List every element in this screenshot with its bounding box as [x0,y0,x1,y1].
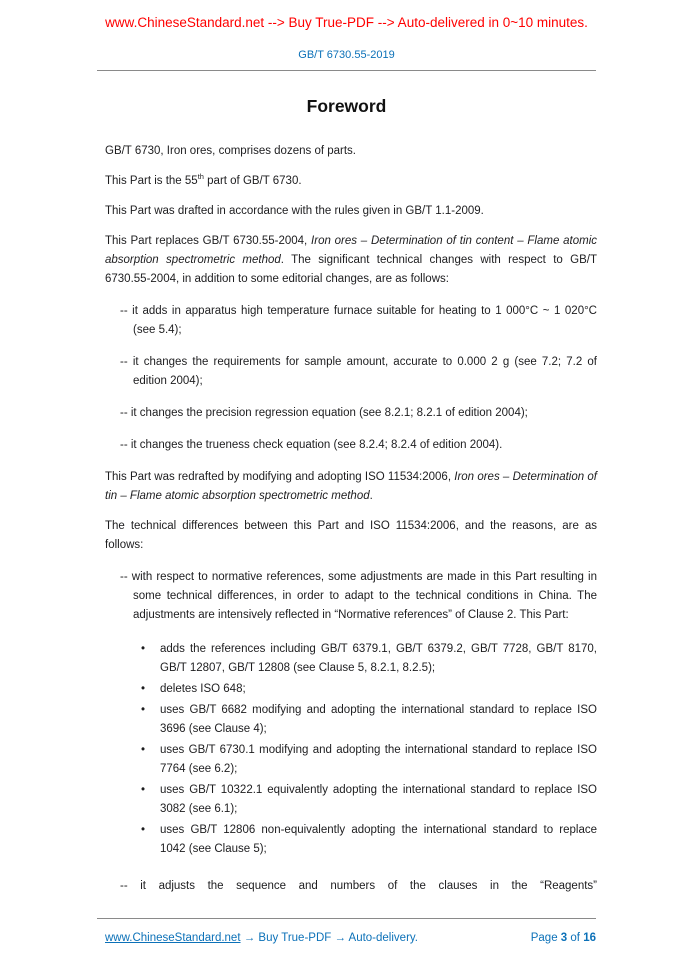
list-item-text: uses GB/T 6730.1 modifying and adopting the international standard to replace ISO 7764 (see 6.2); [160,744,597,775]
list-item [141,781,597,819]
list-item [141,821,597,859]
bullet-icon: • [141,784,146,796]
page-total: 16 [583,932,596,944]
footer-left [105,932,418,944]
list-item [141,701,597,739]
paragraph: The technical differences between this Part and ISO 11534:2006, and the reasons, are as follows: [105,520,597,551]
footer-tail: → Buy True-PDF → Auto-delivery. [240,932,418,944]
text-run: This Part replaces GB/T 6730.55-2004, [105,235,312,247]
footer-link[interactable]: www.ChineseStandard.net [105,932,241,944]
text-run: This Part was redrafted by modifying and adopting ISO 11534:2006, [105,471,455,483]
document-body [105,142,597,896]
bullet-icon: • [141,744,146,756]
list-item-text: uses GB/T 12806 non-equivalently adopting the international standard to replace 1042 (see Clause 5); [160,824,597,855]
text-run: This Part is the 55 [105,175,198,187]
bullet-icon: • [141,704,146,716]
paragraph [105,232,597,289]
standard-title-italic: Iron ores – Determination of tin – Flame atomic absorption spectrometric method [105,471,597,502]
footer-row [105,932,596,944]
doc-number: GB/T 6730.55-2019 [298,49,395,61]
list-item [141,741,597,779]
page-number: 3 [560,932,568,944]
change-item: -- it changes the trueness check equation (see 8.2.4; 8.2.4 of edition 2004). [120,439,503,451]
page-title: Foreword [306,96,387,116]
change-item: -- it adds in apparatus high temperature furnace suitable for heating to 1 000°C ~ 1 020°C (see 5.4); [120,305,597,336]
list-item [141,680,597,699]
header-banner: www.ChineseStandard.net --> Buy True-PDF --> Auto-delivered in 0~10 minutes. [105,15,588,30]
paragraph [105,172,597,191]
header-divider [97,70,596,71]
paragraph [105,468,597,506]
difference-item: -- with respect to normative references, some adjustments are made in this Part resulting in some technical differences, in order to adapt to the technical conditions in China. The adjustments are intensively reflected in “Normative references” of Clause 2. This Part: [120,571,597,621]
text-run: . The significant technical changes with respect to GB/T 6730.55-2004, in addition to some editorial changes, are as follows: [105,254,597,285]
text-run: part of GB/T 6730. [203,175,302,187]
list-item-text: uses GB/T 6682 modifying and adopting the international standard to replace ISO 3696 (see Clause 4); [160,704,597,735]
change-item: -- it changes the requirements for sample amount, accurate to 0.000 2 g (see 7.2; 7.2 of edition 2004); [120,356,597,387]
paragraph: This Part was drafted in accordance with the rules given in GB/T 1.1-2009. [105,205,484,217]
list-item [141,640,597,678]
ordinal-superscript: th [197,172,204,182]
of-label: of [570,932,580,944]
page-label: Page [530,932,558,944]
page-indicator [531,932,596,944]
list-item-text: adds the references including GB/T 6379.1, GB/T 6379.2, GB/T 7728, GB/T 8170, GB/T 12807, GB/T 12808 (see Clause 5, 8.2.1, 8.2.5); [160,643,597,674]
page-footer [0,918,693,944]
change-item: -- it changes the precision regression equation (see 8.2.1; 8.2.1 of edition 2004); [120,407,528,419]
paragraph: GB/T 6730, Iron ores, comprises dozens of parts. [105,145,356,157]
bullet-icon: • [141,824,146,836]
footer-divider [97,918,596,919]
difference-item: -- it adjusts the sequence and numbers of the clauses in the “Reagents” [120,880,597,892]
list-item-text: uses GB/T 10322.1 equivalently adopting the international standard to replace ISO 3082 (see 6.1); [160,784,597,815]
bullet-icon: • [141,683,146,695]
standard-title-italic: Iron ores – Determination of tin content – Flame atomic absorption spectrometric method [105,235,597,266]
bullet-icon: • [141,643,146,655]
text-run: . [369,490,373,502]
bullet-list [105,640,597,859]
list-item-text: deletes ISO 648; [160,683,246,695]
